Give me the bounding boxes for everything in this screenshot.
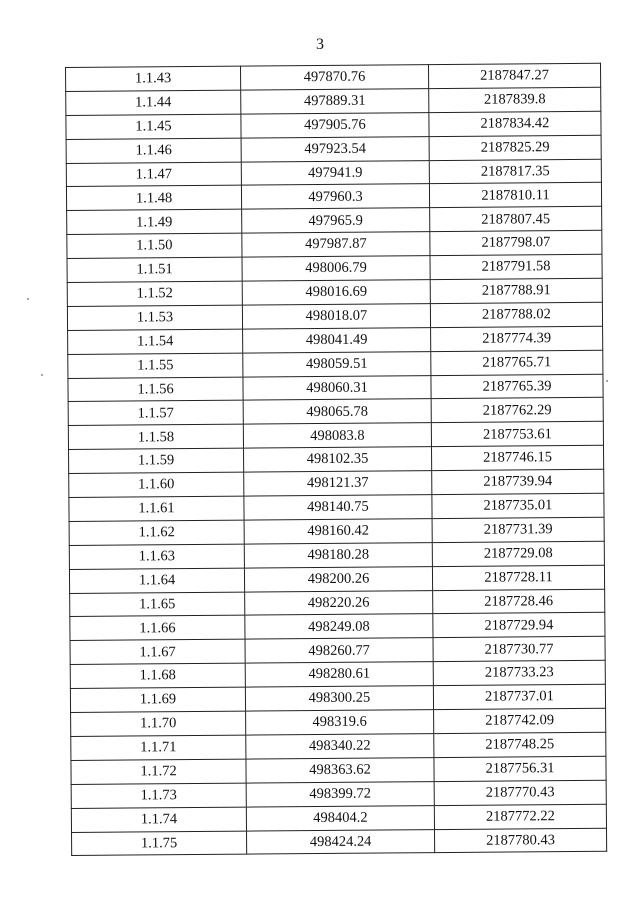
x-coordinate-cell: 498340.22	[246, 734, 434, 759]
point-id-cell: 1.1.74	[71, 807, 246, 832]
point-id-cell: 1.1.71	[71, 735, 246, 760]
y-coordinate-cell: 2187765.39	[431, 374, 603, 399]
y-coordinate-cell: 2187825.29	[429, 135, 601, 160]
y-coordinate-cell: 2187733.23	[433, 661, 605, 686]
table-body	[66, 63, 607, 856]
y-coordinate-cell: 2187772.22	[434, 804, 606, 829]
y-coordinate-cell: 2187728.46	[433, 589, 605, 614]
point-id-cell: 1.1.65	[70, 592, 245, 617]
point-id-cell: 1.1.51	[67, 257, 242, 282]
point-id-cell: 1.1.63	[69, 544, 244, 569]
point-id-cell: 1.1.72	[71, 759, 246, 784]
x-coordinate-cell: 498180.28	[244, 542, 432, 567]
y-coordinate-cell: 2187834.42	[429, 111, 601, 136]
x-coordinate-cell: 497889.31	[241, 89, 429, 114]
point-id-cell: 1.1.59	[69, 448, 244, 473]
x-coordinate-cell: 498319.6	[246, 710, 434, 735]
point-id-cell: 1.1.64	[69, 568, 244, 593]
y-coordinate-cell: 2187810.11	[429, 183, 601, 208]
x-coordinate-cell: 498140.75	[244, 495, 432, 520]
point-id-cell: 1.1.67	[70, 639, 245, 664]
point-id-cell: 1.1.73	[71, 783, 246, 808]
x-coordinate-cell: 498200.26	[244, 566, 432, 591]
x-coordinate-cell: 498363.62	[246, 757, 434, 782]
point-id-cell: 1.1.58	[68, 424, 243, 449]
y-coordinate-cell: 2187737.01	[433, 684, 605, 709]
x-coordinate-cell: 498102.35	[244, 447, 432, 472]
point-id-cell: 1.1.55	[68, 353, 243, 378]
y-coordinate-cell: 2187762.29	[431, 398, 603, 423]
y-coordinate-cell: 2187774.39	[431, 326, 603, 351]
scan-speck	[41, 374, 43, 376]
y-coordinate-cell: 2187748.25	[434, 732, 606, 757]
point-id-cell: 1.1.53	[67, 305, 242, 330]
point-id-cell: 1.1.49	[67, 209, 242, 234]
x-coordinate-cell: 498018.07	[242, 304, 430, 329]
point-id-cell: 1.1.43	[66, 66, 241, 91]
x-coordinate-cell: 498399.72	[246, 781, 434, 806]
y-coordinate-cell: 2187728.11	[432, 565, 604, 590]
point-id-cell: 1.1.50	[67, 233, 242, 258]
y-coordinate-cell: 2187798.07	[430, 231, 602, 256]
coordinates-table	[65, 63, 607, 857]
y-coordinate-cell: 2187770.43	[434, 780, 606, 805]
x-coordinate-cell: 498260.77	[245, 638, 433, 663]
page-number: 3	[316, 36, 324, 53]
x-coordinate-cell: 498083.8	[243, 423, 431, 448]
y-coordinate-cell: 2187791.58	[430, 254, 602, 279]
coordinates-table-wrapper	[65, 63, 606, 857]
point-id-cell: 1.1.44	[66, 90, 241, 115]
x-coordinate-cell: 498404.2	[246, 805, 434, 830]
point-id-cell: 1.1.45	[66, 114, 241, 139]
point-id-cell: 1.1.56	[68, 377, 243, 402]
point-id-cell: 1.1.54	[68, 329, 243, 354]
y-coordinate-cell: 2187742.09	[434, 708, 606, 733]
y-coordinate-cell: 2187839.8	[429, 87, 601, 112]
point-id-cell: 1.1.62	[69, 520, 244, 545]
point-id-cell: 1.1.46	[66, 138, 241, 163]
point-id-cell: 1.1.52	[67, 281, 242, 306]
y-coordinate-cell: 2187739.94	[432, 469, 604, 494]
x-coordinate-cell: 497941.9	[241, 160, 429, 185]
x-coordinate-cell: 498006.79	[242, 256, 430, 281]
y-coordinate-cell: 2187788.91	[430, 278, 602, 303]
x-coordinate-cell: 498060.31	[243, 375, 431, 400]
x-coordinate-cell: 498065.78	[243, 399, 431, 424]
y-coordinate-cell: 2187847.27	[428, 63, 600, 88]
point-id-cell: 1.1.48	[66, 186, 241, 211]
x-coordinate-cell: 497923.54	[241, 136, 429, 161]
y-coordinate-cell: 2187729.94	[433, 613, 605, 638]
point-id-cell: 1.1.60	[69, 472, 244, 497]
point-id-cell: 1.1.68	[70, 663, 245, 688]
point-id-cell: 1.1.69	[70, 687, 245, 712]
x-coordinate-cell: 498016.69	[242, 280, 430, 305]
scan-speck	[606, 380, 608, 382]
x-coordinate-cell: 498220.26	[245, 590, 433, 615]
point-id-cell: 1.1.57	[68, 401, 243, 426]
scan-speck	[27, 298, 29, 300]
point-id-cell: 1.1.61	[69, 496, 244, 521]
y-coordinate-cell: 2187753.61	[431, 422, 603, 447]
x-coordinate-cell: 497965.9	[242, 208, 430, 233]
x-coordinate-cell: 498041.49	[243, 327, 431, 352]
x-coordinate-cell: 497960.3	[241, 184, 429, 209]
y-coordinate-cell: 2187729.08	[432, 541, 604, 566]
point-id-cell: 1.1.47	[66, 162, 241, 187]
y-coordinate-cell: 2187780.43	[434, 828, 606, 853]
table-row	[72, 828, 607, 856]
x-coordinate-cell: 498424.24	[247, 829, 435, 854]
x-coordinate-cell: 498249.08	[245, 614, 433, 639]
x-coordinate-cell: 498280.61	[245, 662, 433, 687]
y-coordinate-cell: 2187730.77	[433, 637, 605, 662]
x-coordinate-cell: 498059.51	[243, 351, 431, 376]
x-coordinate-cell: 498121.37	[244, 471, 432, 496]
point-id-cell: 1.1.75	[72, 831, 247, 856]
y-coordinate-cell: 2187756.31	[434, 756, 606, 781]
x-coordinate-cell: 497987.87	[242, 232, 430, 257]
x-coordinate-cell: 497870.76	[240, 65, 428, 90]
y-coordinate-cell: 2187765.71	[431, 350, 603, 375]
x-coordinate-cell: 498300.25	[245, 686, 433, 711]
y-coordinate-cell: 2187807.45	[430, 207, 602, 232]
x-coordinate-cell: 497905.76	[241, 112, 429, 137]
point-id-cell: 1.1.66	[70, 616, 245, 641]
y-coordinate-cell: 2187817.35	[429, 159, 601, 184]
point-id-cell: 1.1.70	[71, 711, 246, 736]
y-coordinate-cell: 2187735.01	[432, 493, 604, 518]
y-coordinate-cell: 2187731.39	[432, 517, 604, 542]
y-coordinate-cell: 2187746.15	[431, 446, 603, 471]
x-coordinate-cell: 498160.42	[244, 519, 432, 544]
y-coordinate-cell: 2187788.02	[430, 302, 602, 327]
